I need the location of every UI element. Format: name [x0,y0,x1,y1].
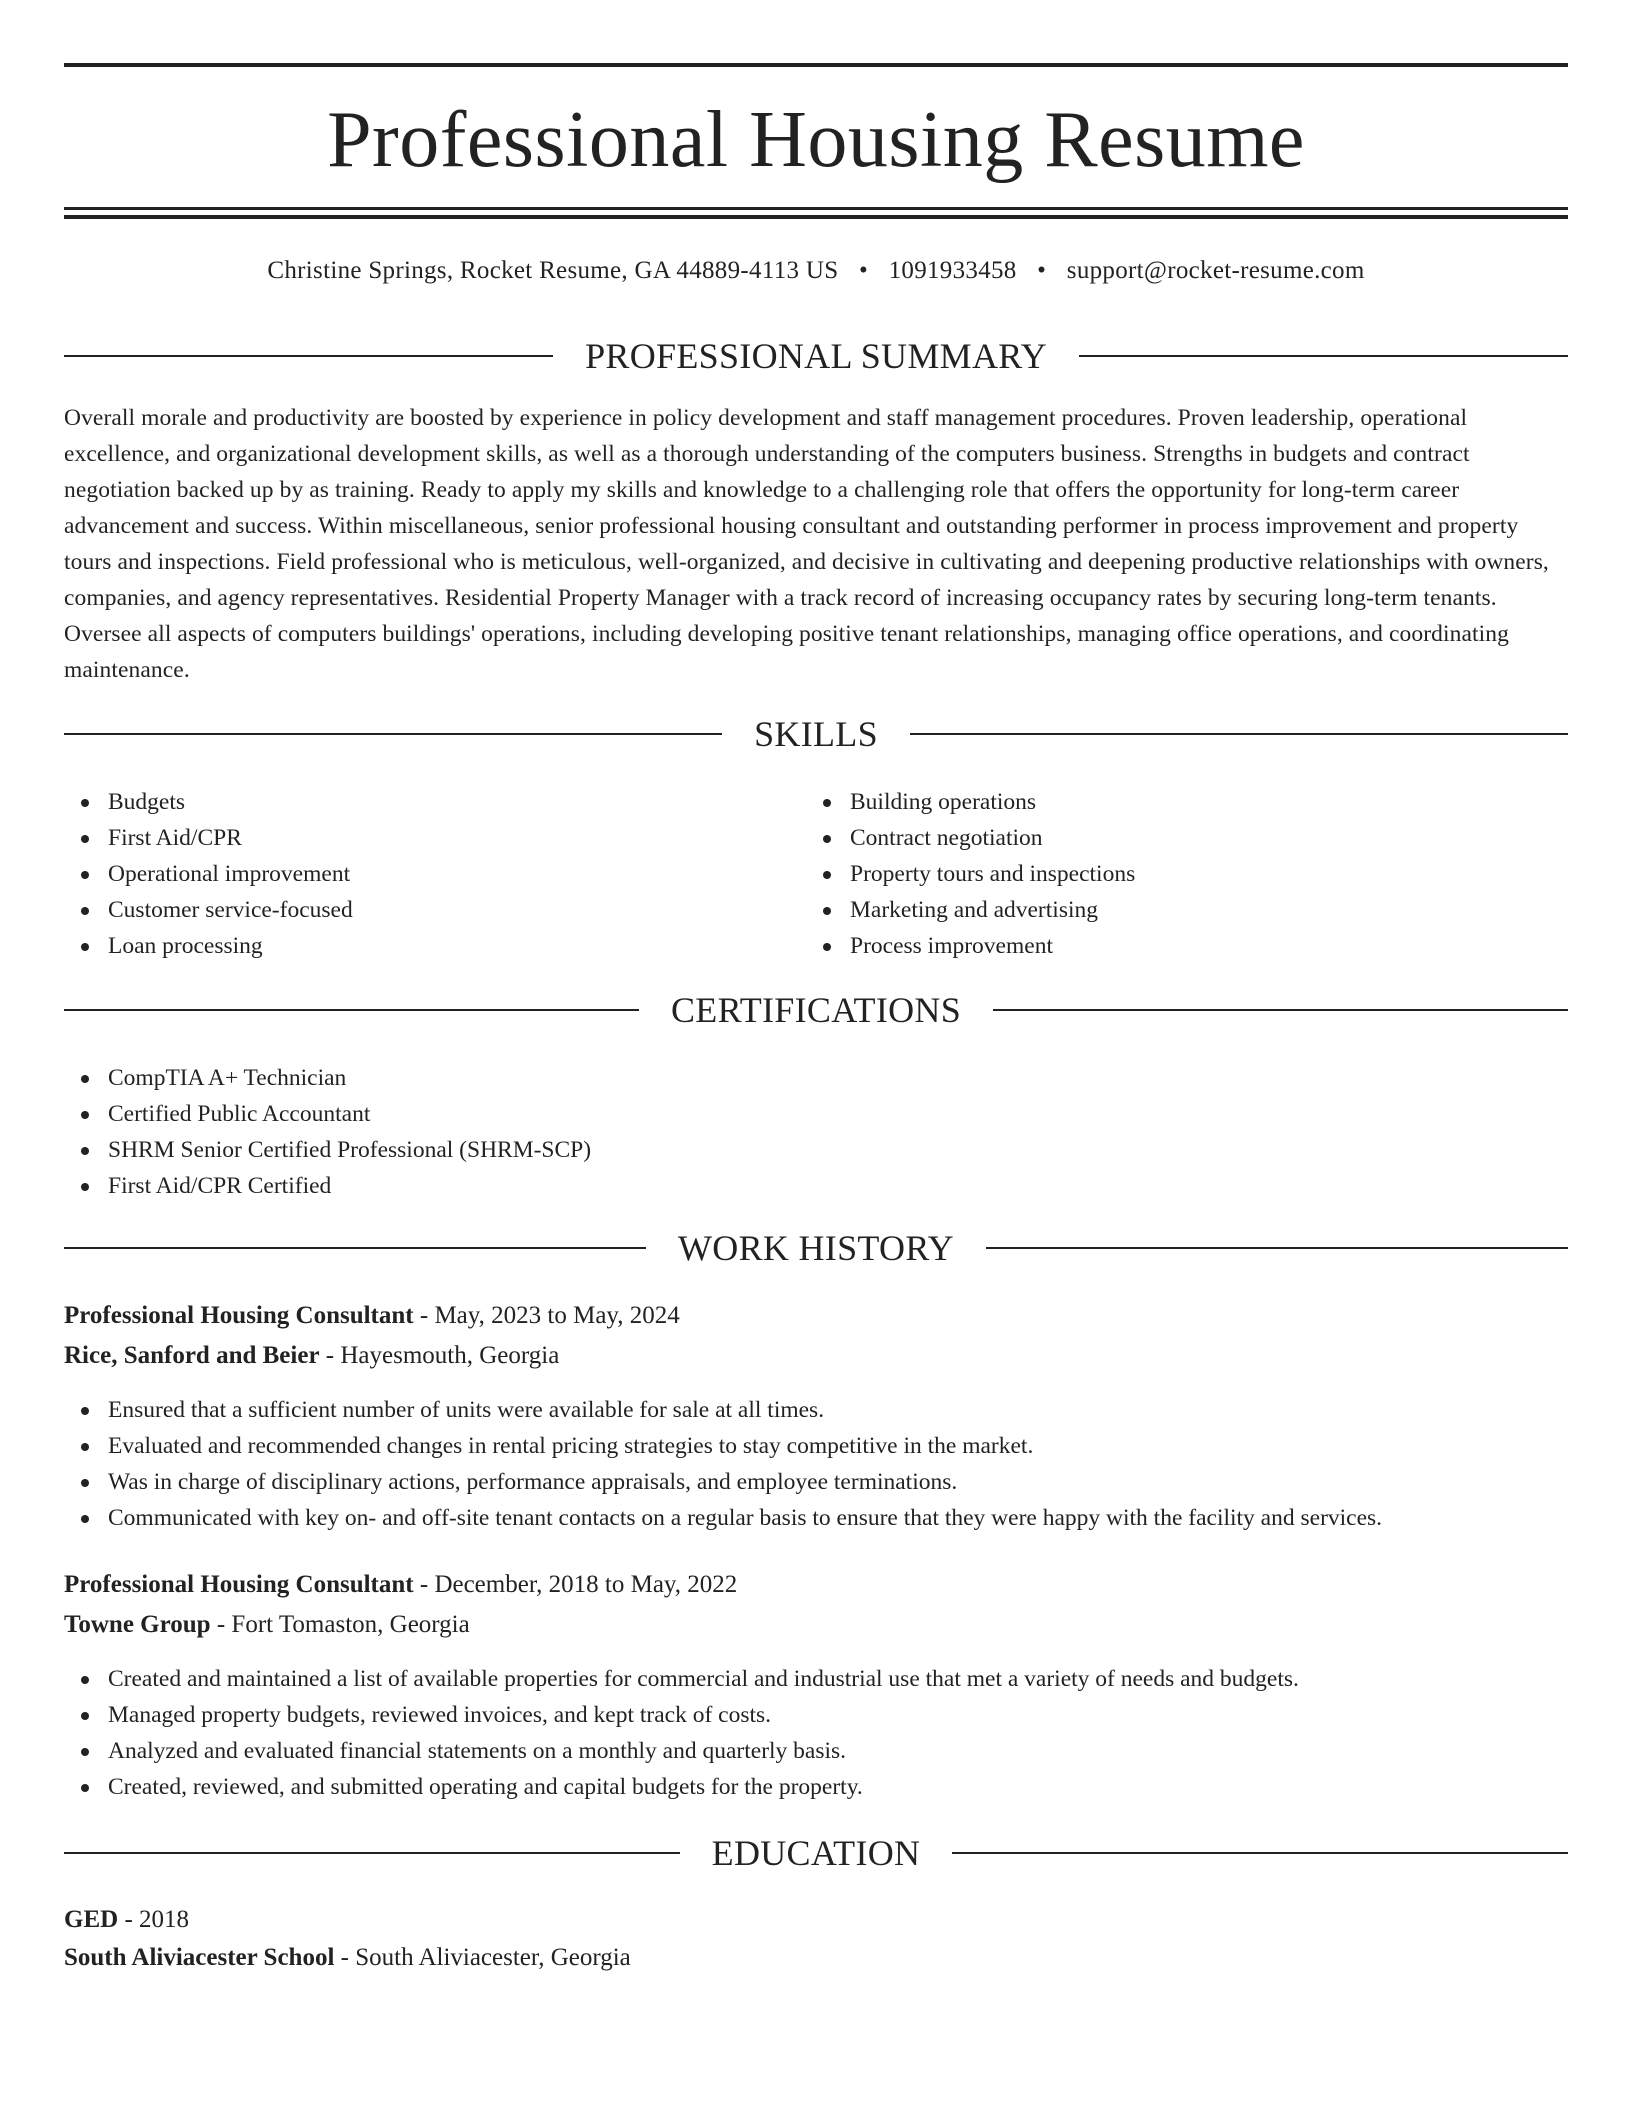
divider [64,355,553,357]
list-item: Managed property budgets, reviewed invoices, and kept track of costs. [64,1697,1568,1733]
list-item: Was in charge of disciplinary actions, performance appraisals, and employee terminations. [64,1464,1568,1500]
dash: - [210,1611,232,1638]
dash: - [413,1571,435,1598]
divider [64,733,722,735]
list-item: Budgets [64,784,804,820]
job-location: Fort Tomaston, Georgia [231,1611,470,1638]
job-bullets [64,1661,1568,1805]
section-title: CERTIFICATIONS [670,990,962,1030]
divider [1079,355,1568,357]
education-year: 2018 [139,1906,190,1933]
list-item: Building operations [806,784,1566,820]
contact-separator: • [858,257,869,284]
job-company-line [64,1338,1568,1374]
job-location: Hayesmouth, Georgia [340,1342,560,1369]
job-title: Professional Housing Consultant [64,1302,414,1329]
section-title: PROFESSIONAL SUMMARY [585,336,1047,376]
section-title: SKILLS [754,714,878,754]
job-company: Towne Group [64,1611,211,1638]
top-rule [64,63,1568,67]
section-title: WORK HISTORY [678,1228,954,1268]
list-item: Contract negotiation [806,820,1566,856]
list-item: Marketing and advertising [806,892,1566,928]
education-school: South Aliviacester School [64,1944,335,1971]
contact-address: Christine Springs, Rocket Resume, GA 44889-4113 US [267,257,839,284]
divider [64,1009,639,1011]
education-degree-line [64,1902,1568,1938]
skills-list-right [806,784,1566,964]
dash: - [413,1302,435,1329]
list-item: Process improvement [806,928,1566,964]
section-header-education [64,1831,1568,1875]
job-dates: December, 2018 to May, 2022 [434,1571,738,1598]
education-school-line [64,1940,1568,1976]
list-item: Communicated with key on- and off-site tenant contacts on a regular basis to ensure that they were happy with the facility and services. [64,1500,1568,1536]
summary-text: Overall morale and productivity are boosted by experience in policy development and staff management procedures. Proven leadership, operational excellence, and organizational development skills, as well as a thorough understanding of the computers business. Strengths in budgets and contract negotiation backed up by as training. Ready to apply my skills and knowledge to a challenging role that offers the opportunity for long-term career advancement and success. Within miscellaneous, senior professional housing consultant and outstanding performer in process improvement and property tours and inspections. Field professional who is meticulous, well-organized, and decisive in cultivating and deepening productive relationships with owners, companies, and agency representatives. Residential Property Manager with a track record of increasing occupancy rates by securing long-term tenants. Oversee all aspects of computers buildings' operations, including developing positive tenant relationships, managing office operations, and coordinating maintenance. [64,405,1549,683]
divider [64,1852,680,1854]
contact-separator: • [1037,257,1047,284]
list-item: Ensured that a sufficient number of units were available for sale at all times. [64,1392,1568,1428]
contact-phone: 1091933458 [888,257,1017,284]
job-title-line [64,1567,1568,1603]
page-title: Professional Housing Resume [327,96,1305,184]
job-company-line [64,1607,1568,1643]
list-item: Analyzed and evaluated financial statements on a monthly and quarterly basis. [64,1733,1568,1769]
divider [64,1247,646,1249]
list-item: Created, reviewed, and submitted operating and capital budgets for the property. [64,1769,1568,1805]
section-header-skills [64,712,1568,756]
dash: - [118,1906,140,1933]
job-bullets [64,1392,1568,1536]
job-dates: May, 2023 to May, 2024 [434,1302,680,1329]
title-rule-upper [64,207,1568,210]
section-header-summary [64,334,1568,378]
divider [910,733,1568,735]
job-title: Professional Housing Consultant [64,1571,414,1598]
list-item: Loan processing [64,928,804,964]
certifications-list [64,1060,1564,1204]
contact-email: support@rocket-resume.com [1066,257,1365,284]
job-company: Rice, Sanford and Beier [64,1342,320,1369]
job-title-line [64,1298,1568,1334]
list-item: Evaluated and recommended changes in rental pricing strategies to stay competitive in the market. [64,1428,1568,1464]
skills-list-left [64,784,804,964]
title-rule-lower [64,215,1568,219]
dash: - [319,1342,341,1369]
list-item: Customer service-focused [64,892,804,928]
list-item: Property tours and inspections [806,856,1566,892]
divider [993,1009,1568,1011]
education-location: South Aliviacester, Georgia [355,1944,631,1971]
contact-line [64,254,1568,288]
list-item: SHRM Senior Certified Professional (SHRM-SCP) [64,1132,1564,1168]
list-item: Created and maintained a list of available properties for commercial and industrial use that met a variety of needs and budgets. [64,1661,1568,1697]
education-degree: GED [64,1906,119,1933]
section-header-work-history [64,1226,1568,1270]
list-item: First Aid/CPR [64,820,804,856]
section-title: EDUCATION [711,1833,921,1873]
list-item: Operational improvement [64,856,804,892]
list-item: CompTIA A+ Technician [64,1060,1564,1096]
divider [986,1247,1568,1249]
list-item: First Aid/CPR Certified [64,1168,1564,1204]
section-header-certifications [64,988,1568,1032]
divider [952,1852,1568,1854]
dash: - [334,1944,356,1971]
list-item: Certified Public Accountant [64,1096,1564,1132]
